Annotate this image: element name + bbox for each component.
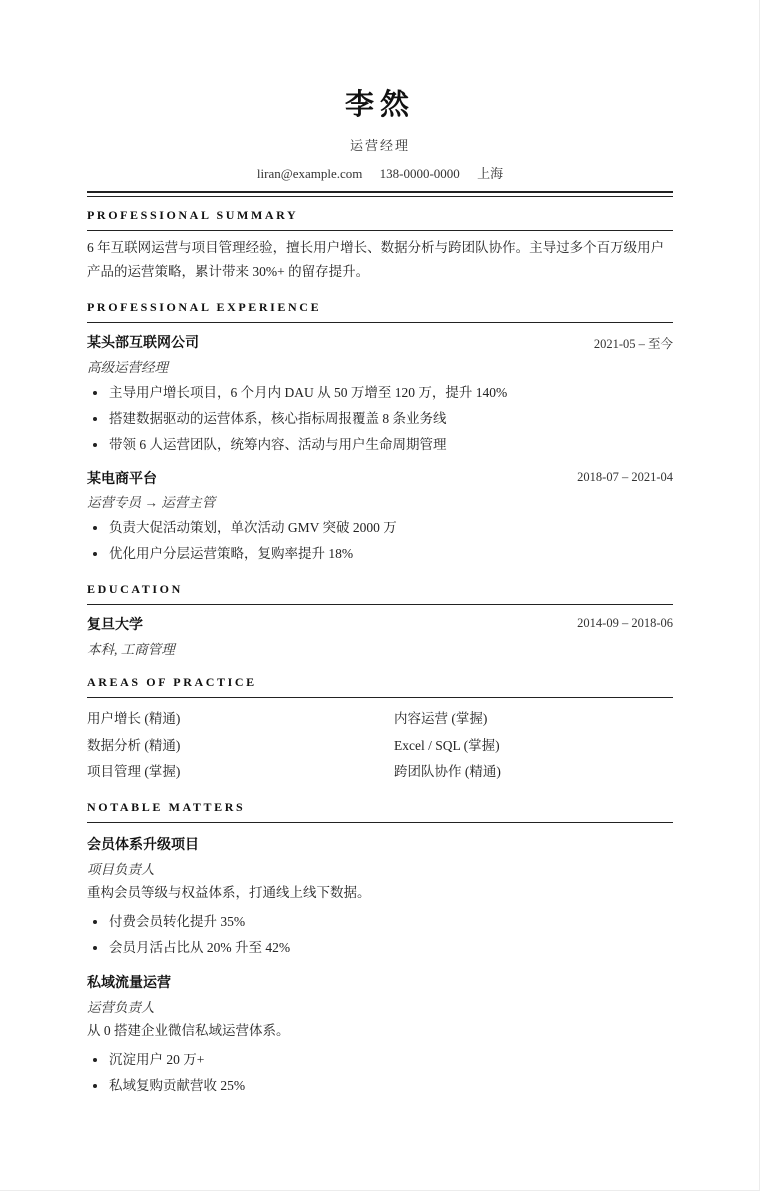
- list-item: 私域复购贡献营收 25%: [87, 1076, 673, 1102]
- section-title-practice: AREAS OF PRACTICE: [87, 675, 673, 698]
- matter-role: 项目负责人: [87, 862, 155, 877]
- list-item: 会员月活占比从 20% 升至 42%: [87, 938, 673, 964]
- list-item: 带领 6 人运营团队，统筹内容、活动与用户生命周期管理: [87, 435, 673, 461]
- matter-2-header: [87, 972, 673, 992]
- list-item: 沉淀用户 20 万+: [87, 1050, 673, 1076]
- matter-title: 会员体系升级项目: [87, 837, 199, 853]
- header-divider: [87, 191, 673, 197]
- contact-email: liran@example.com: [256, 166, 363, 181]
- list-item: 优化用户分层运营策略，复购率提升 18%: [87, 544, 673, 570]
- skill-item: 内容运营 (掌握): [394, 711, 488, 726]
- matter-description: 从 0 搭建企业微信私域运营体系。: [87, 1023, 290, 1038]
- candidate-name: 李然: [344, 87, 415, 121]
- job-role: 运营专员 → 运营主管: [87, 495, 216, 510]
- matter-1-header: [87, 834, 673, 854]
- section-title-matters: NOTABLE MATTERS: [87, 800, 673, 823]
- matter-2-bullets: [87, 1050, 673, 1102]
- list-item: 负责大促活动策划，单次活动 GMV 突破 2000 万: [87, 518, 673, 544]
- matter-1-bullets: [87, 912, 673, 964]
- education-entry-header: [87, 614, 673, 634]
- summary-text: 6 年互联网运营与项目管理经验，擅长用户增长、数据分析与跨团队协作。主导过多个百万级用户产品的运营策略，累计带来 30%+ 的留存提升。: [87, 240, 665, 279]
- list-item: 搭建数据驱动的运营体系，核心指标周报覆盖 8 条业务线: [87, 409, 673, 435]
- experience-entry-2-header: [87, 468, 673, 488]
- employment-dates: 2021-05 – 至今: [593, 337, 673, 351]
- skill-item: 项目管理 (掌握): [87, 764, 181, 779]
- section-title-summary: PROFESSIONAL SUMMARY: [87, 208, 673, 231]
- candidate-title: 运营经理: [349, 138, 410, 153]
- contact-phone: 138-0000-0000: [379, 166, 460, 181]
- degree: 本科, 工商管理: [87, 642, 175, 657]
- company-name: 某电商平台: [87, 471, 157, 487]
- experience-1-bullets: [87, 383, 673, 461]
- list-item: 主导用户增长项目，6 个月内 DAU 从 50 万增至 120 万，提升 140%: [87, 383, 673, 409]
- experience-entry-1-header: [87, 332, 673, 352]
- employment-dates: 2018-07 – 2021-04: [577, 470, 673, 484]
- school-name: 复旦大学: [87, 617, 143, 633]
- company-name: 某头部互联网公司: [87, 335, 199, 351]
- section-title-education: EDUCATION: [87, 582, 673, 605]
- matter-description: 重构会员等级与权益体系，打通线上线下数据。: [87, 885, 371, 900]
- education-dates: 2014-09 – 2018-06: [577, 616, 673, 630]
- skill-item: 跨团队协作 (精通): [394, 764, 501, 779]
- matter-title: 私域流量运营: [87, 975, 171, 991]
- contact-location: 上海: [477, 166, 504, 181]
- skill-item: 用户增长 (精通): [87, 711, 181, 726]
- experience-2-bullets: [87, 518, 673, 570]
- list-item: 付费会员转化提升 35%: [87, 912, 673, 938]
- job-role: 高级运营经理: [87, 360, 168, 375]
- contact-line: [87, 163, 673, 182]
- skill-item: 数据分析 (精通): [87, 738, 181, 753]
- section-title-experience: PROFESSIONAL EXPERIENCE: [87, 300, 673, 323]
- skill-item: Excel / SQL (掌握): [394, 738, 500, 753]
- matter-role: 运营负责人: [87, 1000, 155, 1015]
